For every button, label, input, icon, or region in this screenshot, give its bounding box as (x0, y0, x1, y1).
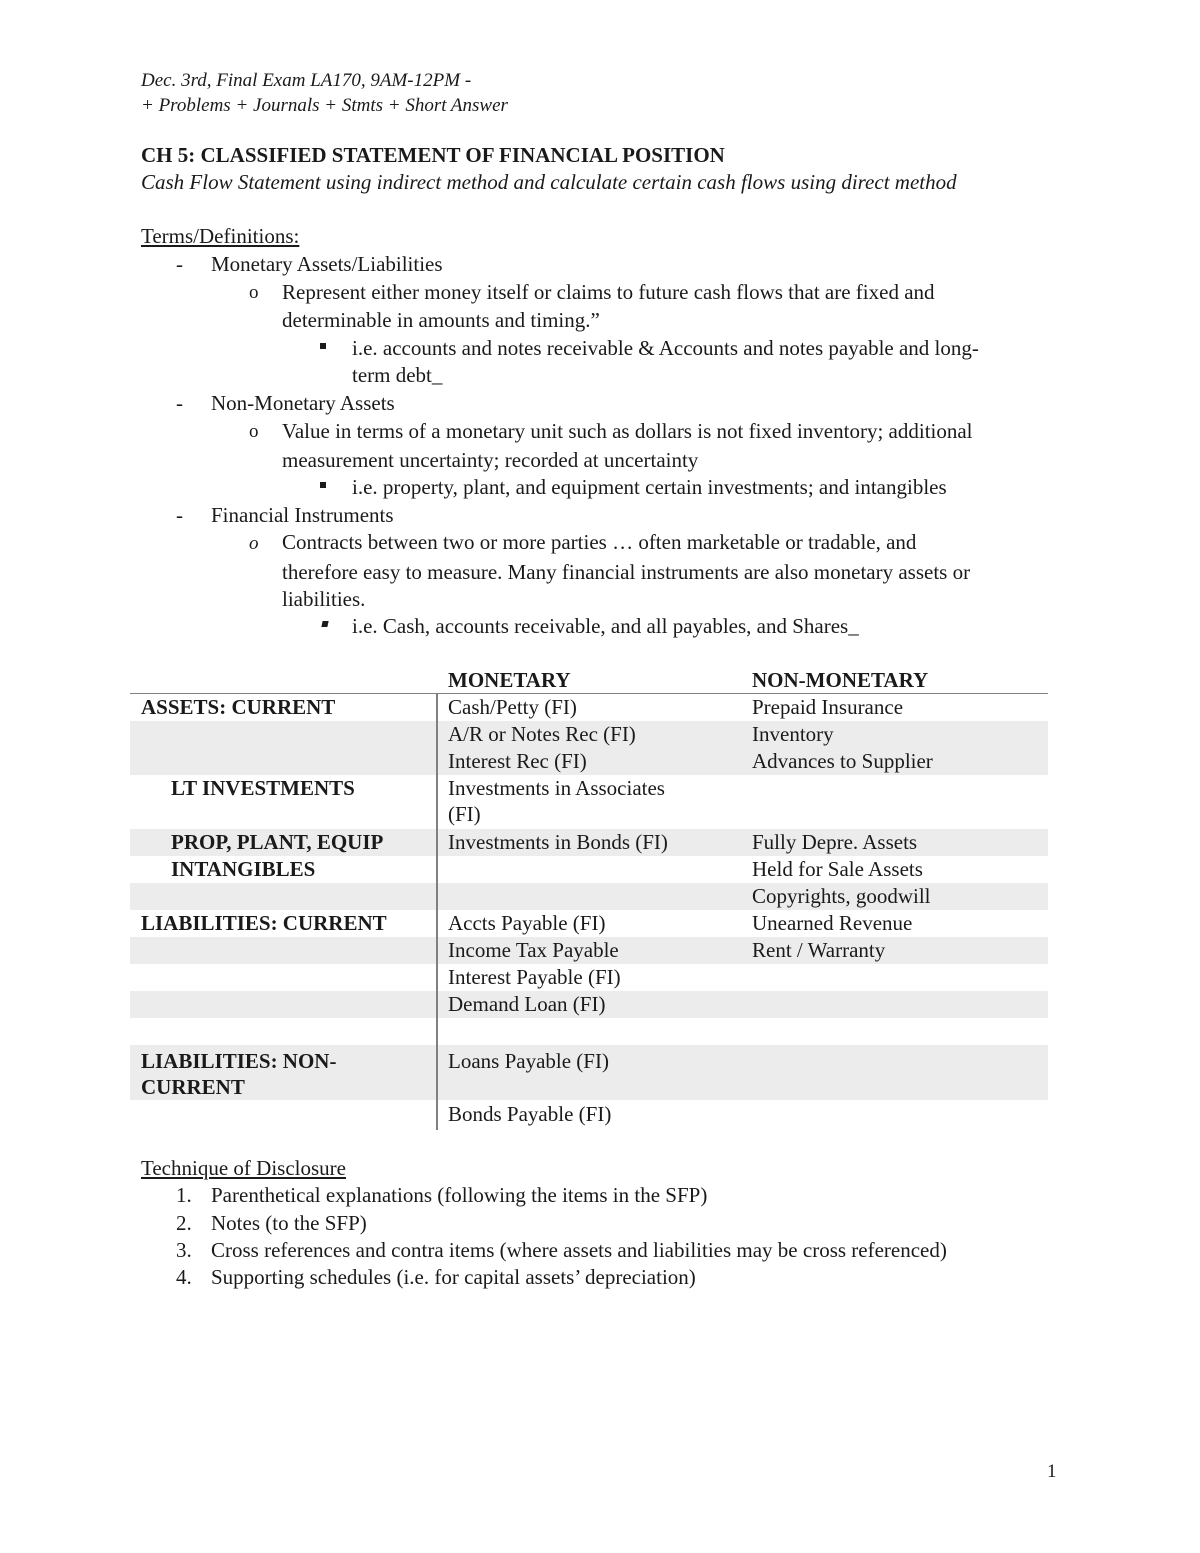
table-row (130, 1100, 1048, 1128)
term-definition: liabilities. (282, 587, 366, 611)
row-category: LT INVESTMENTS (171, 776, 355, 800)
term-label: Non-Monetary Assets (211, 391, 395, 415)
row-monetary: Accts Payable (FI) (448, 911, 606, 935)
row-nonmonetary: Held for Sale Assets (752, 857, 923, 881)
column-header-monetary: MONETARY (448, 668, 571, 692)
row-category: PROP, PLANT, EQUIP (171, 830, 384, 854)
table-row (130, 964, 1048, 991)
row-category: ASSETS: CURRENT (141, 695, 336, 719)
term-example: i.e. accounts and notes receivable & Accounts and notes payable and long- (352, 336, 979, 360)
row-monetary: Investments in Bonds (FI) (448, 830, 668, 854)
term-example: i.e. property, plant, and equipment certain investments; and intangibles (352, 475, 947, 499)
exam-header-line2: + Problems + Journals + Stmts + Short Answer (141, 95, 508, 116)
table-row (130, 856, 1048, 883)
list-number: 3. (176, 1238, 192, 1262)
row-monetary: A/R or Notes Rec (FI) (448, 722, 636, 746)
row-monetary-cont: (FI) (448, 802, 481, 826)
row-monetary: Interest Payable (FI) (448, 965, 621, 989)
circle-bullet-icon: o (249, 421, 259, 442)
table-row (130, 829, 1048, 856)
term-label: Financial Instruments (211, 503, 394, 527)
table-row (130, 991, 1048, 1018)
column-header-nonmonetary: NON-MONETARY (752, 668, 929, 692)
table-row (130, 883, 1048, 910)
dash-bullet: - (176, 503, 183, 527)
row-nonmonetary: Inventory (752, 722, 834, 746)
term-definition: Value in terms of a monetary unit such as dollars is not fixed inventory; additional (282, 419, 973, 443)
square-bullet-icon (320, 482, 326, 488)
row-category: LIABILITIES: CURRENT (141, 911, 387, 935)
table-row (130, 910, 1048, 937)
term-definition: determinable in amounts and timing.” (282, 308, 600, 332)
term-definition: measurement uncertainty; recorded at uncertainty (282, 448, 699, 472)
term-label: Monetary Assets/Liabilities (211, 252, 443, 276)
list-number: 1. (176, 1183, 192, 1207)
list-number: 4. (176, 1265, 192, 1289)
term-example: term debt_ (352, 363, 443, 387)
list-item: Notes (to the SFP) (211, 1211, 367, 1235)
chapter-title: CH 5: CLASSIFIED STATEMENT OF FINANCIAL POSITION (141, 143, 725, 167)
disclosure-heading: Technique of Disclosure (141, 1156, 346, 1180)
row-monetary: Investments in Associates (448, 776, 665, 800)
square-bullet-icon (320, 343, 326, 349)
column-divider (436, 694, 438, 1130)
table-row (130, 721, 1048, 748)
table-row (130, 748, 1048, 775)
circle-bullet-icon: o (249, 533, 259, 554)
row-monetary: Loans Payable (FI) (448, 1049, 609, 1073)
row-nonmonetary: Unearned Revenue (752, 911, 913, 935)
row-nonmonetary: Advances to Supplier (752, 749, 933, 773)
row-nonmonetary: Fully Depre. Assets (752, 830, 918, 854)
row-category: INTANGIBLES (171, 857, 316, 881)
list-number: 2. (176, 1211, 192, 1235)
row-monetary: Demand Loan (FI) (448, 992, 606, 1016)
table-row (130, 1018, 1048, 1045)
row-nonmonetary: Prepaid Insurance (752, 695, 904, 719)
page-number: 1 (1047, 1461, 1057, 1482)
term-example: i.e. Cash, accounts receivable, and all payables, and Shares_ (352, 614, 859, 638)
list-item: Cross references and contra items (where assets and liabilities may be cross referenced) (211, 1238, 947, 1262)
row-monetary: Income Tax Payable (448, 938, 619, 962)
term-definition: Contracts between two or more parties … often marketable or tradable, and (282, 530, 917, 554)
exam-header-line1: Dec. 3rd, Final Exam LA170, 9AM-12PM - (141, 70, 472, 91)
list-item: Supporting schedules (i.e. for capital assets’ depreciation) (211, 1265, 696, 1289)
terms-heading: Terms/Definitions: (141, 224, 300, 248)
square-bullet-icon (321, 621, 328, 627)
row-nonmonetary: Rent / Warranty (752, 938, 886, 962)
table-row (130, 1045, 1048, 1100)
row-nonmonetary: Copyrights, goodwill (752, 884, 931, 908)
row-monetary: Cash/Petty (FI) (448, 695, 577, 719)
dash-bullet: - (176, 391, 183, 415)
row-monetary: Interest Rec (FI) (448, 749, 587, 773)
table-row (130, 937, 1048, 964)
circle-bullet-icon: o (249, 282, 259, 303)
row-monetary: Bonds Payable (FI) (448, 1102, 612, 1126)
term-definition: therefore easy to measure. Many financial instruments are also monetary assets or (282, 560, 971, 584)
term-definition: Represent either money itself or claims to future cash flows that are fixed and (282, 280, 935, 304)
table-row (130, 694, 1048, 721)
dash-bullet: - (176, 252, 183, 276)
row-category: LIABILITIES: NON- (141, 1049, 337, 1073)
chapter-subtitle: Cash Flow Statement using indirect method and calculate certain cash flows using direct method (141, 170, 957, 194)
table-row (130, 775, 1048, 829)
list-item: Parenthetical explanations (following the items in the SFP) (211, 1183, 708, 1207)
row-category-cont: CURRENT (141, 1075, 245, 1099)
